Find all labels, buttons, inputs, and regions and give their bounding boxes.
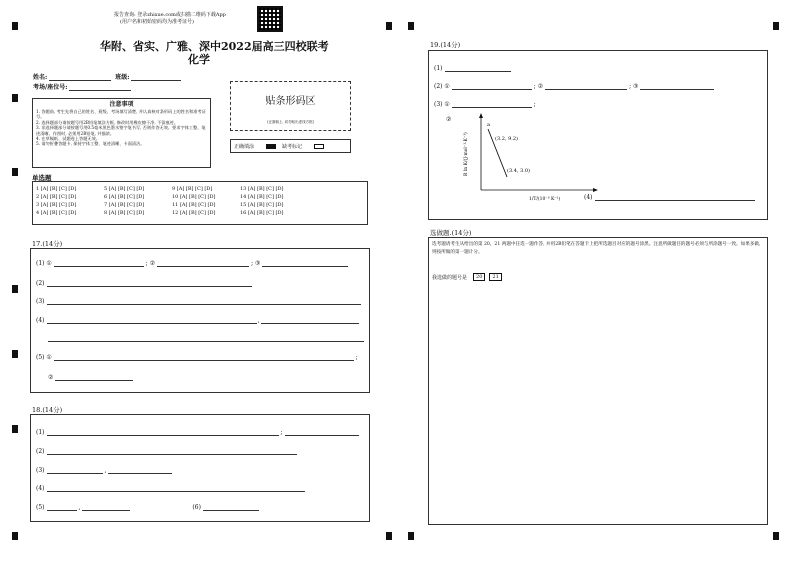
position-mark xyxy=(408,22,414,30)
mc-question[interactable]: 5 [A] [B] [C] [D] xyxy=(104,186,145,192)
q17-4-field-a[interactable] xyxy=(47,315,257,324)
q17-4-label: (4) xyxy=(36,317,45,324)
q17-3-label: (3) xyxy=(36,298,45,305)
q17-1-1-label: (1) ① xyxy=(36,260,52,267)
q19-row-3 xyxy=(434,99,538,108)
mc-question[interactable]: 3 [A] [B] [C] [D] xyxy=(36,202,77,208)
mc-section-title: 单选题 xyxy=(32,174,52,182)
mc-question[interactable]: 9 [A] [B] [C] [D] xyxy=(172,186,213,192)
absent-mark-label: 缺考标记 xyxy=(282,143,303,150)
q19-row-4 xyxy=(584,192,755,201)
q19-2-2-label: ; ② xyxy=(533,83,544,90)
elective-option-20[interactable]: 20 xyxy=(473,273,485,281)
q17-5-2-field[interactable] xyxy=(55,372,133,381)
q17-row-4 xyxy=(36,315,359,324)
mc-question[interactable]: 4 [A] [B] [C] [D] xyxy=(36,210,77,216)
q18-5-label: (5) xyxy=(36,504,45,511)
mc-question[interactable]: 2 [A] [B] [C] [D] xyxy=(36,194,77,200)
position-mark xyxy=(386,22,392,30)
barcode-note: (正面朝上, 切勿贴出虚线方框) xyxy=(267,120,314,124)
q17-row-5 xyxy=(36,352,360,361)
q17-2-label: (2) xyxy=(36,280,45,287)
q17-1-3-field[interactable] xyxy=(262,258,348,267)
q17-4-field-c[interactable] xyxy=(48,333,364,342)
position-mark xyxy=(12,425,18,433)
page-title: 华附、省实、广雅、深中2022届高三四校联考 xyxy=(100,40,329,53)
q17-row-3 xyxy=(36,296,361,305)
q18-title: 18.(14分) xyxy=(32,406,63,414)
position-mark xyxy=(773,22,779,30)
correct-fill-swatch xyxy=(266,144,276,149)
notice-box xyxy=(32,98,211,168)
graph-point-1-label: (3.2, 9.2) xyxy=(495,136,518,142)
mc-question[interactable]: 1 [A] [B] [C] [D] xyxy=(36,186,77,192)
qr-code-icon xyxy=(257,6,283,32)
position-mark xyxy=(12,285,18,293)
position-mark xyxy=(12,94,18,102)
notice-item: 1. 答题前, 考生先将自己的姓名、班级、考场填写清楚, 并认真核对条形码上的姓名和准考证号。 xyxy=(36,109,206,120)
q17-title: 17.(14分) xyxy=(32,240,63,248)
q17-3-field[interactable] xyxy=(47,296,361,305)
notice-item: 3. 非选择题部分请按题号用0.5毫米黑色墨水签字笔书写, 否则作答无效。要求字体工整、笔迹清晰。作图时, 必须用2B铅笔, 并描浓。 xyxy=(36,125,206,136)
q18-6-field[interactable] xyxy=(203,502,259,511)
mc-question[interactable]: 10 [A] [B] [C] [D] xyxy=(172,194,216,200)
notice-item: 5. 请勿折叠答题卡, 保持字体工整、笔迹清晰、卡面清洁。 xyxy=(36,141,145,147)
q18-2-field[interactable] xyxy=(47,446,297,455)
q18-3-label: (3) xyxy=(36,467,45,474)
q19-graph xyxy=(455,112,605,207)
q19-2-1-label: (2) ① xyxy=(434,83,450,90)
elective-choice-label: 我选做的题号是 xyxy=(432,274,468,281)
q19-1-label: (1) xyxy=(434,65,443,72)
q18-row-2 xyxy=(36,446,297,455)
download-subnote: (用户名和初始密码均为准考证号) xyxy=(120,19,194,25)
q17-5-1-end: ; xyxy=(355,354,358,361)
q17-5-2-label: ② xyxy=(48,374,54,381)
download-note: 报告查询: 登录zhixue.com或扫描二维码下载App xyxy=(114,12,226,18)
q19-2-2-field[interactable] xyxy=(545,81,627,90)
mc-question[interactable]: 16 [A] [B] [C] [D] xyxy=(240,210,284,216)
notice-item: 2. 选择题部分请按题号用2B铅笔填涂方框, 修改时用橡皮擦干净, 不留痕迹。 xyxy=(36,119,179,125)
q18-1-field-a[interactable] xyxy=(47,427,279,436)
class-field[interactable] xyxy=(131,72,181,81)
q18-1-field-b[interactable] xyxy=(285,427,359,436)
graph-x-label: 1/T/(10⁻³ K⁻¹) xyxy=(529,197,561,202)
q18-5-field-b[interactable] xyxy=(82,502,130,511)
name-row xyxy=(33,72,181,81)
q19-3-1-end: ; xyxy=(533,101,536,108)
q18-row-3 xyxy=(36,465,172,474)
position-mark xyxy=(12,168,18,176)
position-mark xyxy=(12,22,18,30)
q19-2-3-field[interactable] xyxy=(640,81,714,90)
elective-option-21[interactable]: 21 xyxy=(489,273,501,281)
q17-row-2 xyxy=(36,278,252,287)
q19-title: 19.(14分) xyxy=(430,41,461,49)
q17-1-2-label: ; ② xyxy=(145,260,156,267)
q17-4-field-b[interactable] xyxy=(261,315,359,324)
name-field[interactable] xyxy=(49,72,111,81)
notice-title: 注意事项 xyxy=(109,101,134,108)
q19-row-2 xyxy=(434,81,714,90)
q19-3-1-label: (3) ① xyxy=(434,101,450,108)
exam-seat-field[interactable] xyxy=(69,82,131,91)
q17-row-5b xyxy=(48,372,133,381)
q19-row-1 xyxy=(434,63,511,72)
mc-question[interactable]: 6 [A] [B] [C] [D] xyxy=(104,194,145,200)
q17-2-field[interactable] xyxy=(47,278,252,287)
correct-fill-label: 正确填涂 xyxy=(234,143,255,150)
q18-4-label: (4) xyxy=(36,485,45,492)
q18-2-label: (2) xyxy=(36,448,45,455)
barcode-area xyxy=(230,81,351,131)
q17-4-sep: , xyxy=(257,317,260,324)
q17-1-1-field[interactable] xyxy=(54,258,144,267)
absent-mark-checkbox[interactable] xyxy=(314,144,324,149)
position-mark xyxy=(12,350,18,358)
mc-question[interactable]: 13 [A] [B] [C] [D] xyxy=(240,186,284,192)
q18-row-1 xyxy=(36,427,359,436)
elective-title: 选做题.(14分) xyxy=(430,229,472,237)
class-label: 班级: xyxy=(115,74,130,81)
exam-seat-label: 考场/座位号: xyxy=(33,84,68,91)
notice-item: 4. 在草稿纸、试题卷上答题无效。 xyxy=(36,136,100,142)
q18-5-field-a[interactable] xyxy=(47,502,77,511)
q18-1-label: (1) xyxy=(36,429,45,436)
elective-instruction: 选考题请考生从给出的第 20、21 两题中任选一题作答, 并用2B铅笔在答题卡上把所选题目对应的题号涂黑。注意所做题目的题号必须与所涂题号一致。如果多做, 则按所做的第一题计分。 xyxy=(432,242,761,255)
q17-1-2-field[interactable] xyxy=(157,258,249,267)
position-mark xyxy=(386,532,392,540)
mc-question[interactable]: 11 [A] [B] [C] [D] xyxy=(172,202,216,208)
q18-row-4 xyxy=(36,483,305,492)
q19-4-label: (4) xyxy=(584,194,593,201)
elective-choice-row xyxy=(432,273,502,281)
q19-4-field[interactable] xyxy=(595,192,755,201)
graph-point-a-label: a xyxy=(487,122,490,128)
mc-grid xyxy=(36,186,308,216)
graph-y-arrow xyxy=(479,113,483,118)
q19-1-field[interactable] xyxy=(445,63,511,72)
graph-point-2-label: (3.4, 3.0) xyxy=(507,168,530,174)
q18-6-label: (6) xyxy=(192,504,201,511)
position-mark xyxy=(773,532,779,540)
name-label: 姓名: xyxy=(33,74,48,81)
mc-question[interactable]: 12 [A] [B] [C] [D] xyxy=(172,210,216,216)
q18-4-field[interactable] xyxy=(47,483,305,492)
q17-5-1-label: (5) ① xyxy=(36,354,52,361)
q18-row-5 xyxy=(36,502,259,511)
q18-3-field-b[interactable] xyxy=(108,465,172,474)
q19-2-1-field[interactable] xyxy=(452,81,532,90)
position-mark xyxy=(12,532,18,540)
graph-y-label: R ln K/(J·mol⁻¹·K⁻¹) xyxy=(464,132,469,176)
subject-title: 化学 xyxy=(188,53,210,66)
q17-row-1 xyxy=(36,258,348,267)
q19-3-2-label: ② xyxy=(446,116,452,123)
q19-row-3b xyxy=(446,116,453,123)
mc-question[interactable]: 8 [A] [B] [C] [D] xyxy=(104,210,145,216)
q18-5-sep: , xyxy=(78,504,81,511)
q19-3-1-field[interactable] xyxy=(452,99,532,108)
q18-1-sep: ; xyxy=(280,429,283,436)
q17-1-3-label: ; ③ xyxy=(251,260,261,267)
exam-row xyxy=(33,82,131,91)
q17-row-4b xyxy=(48,333,364,342)
mc-question[interactable]: 15 [A] [B] [C] [D] xyxy=(240,202,284,208)
barcode-title: 贴条形码区 xyxy=(265,96,316,107)
q17-5-1-field[interactable] xyxy=(54,352,354,361)
q18-3-sep: , xyxy=(104,467,107,474)
fill-example-box xyxy=(230,139,351,153)
position-mark xyxy=(408,532,414,540)
mc-question[interactable]: 14 [A] [B] [C] [D] xyxy=(240,194,284,200)
mc-question[interactable]: 7 [A] [B] [C] [D] xyxy=(104,202,145,208)
q19-2-3-label: ; ③ xyxy=(629,83,639,90)
q18-3-field-a[interactable] xyxy=(47,465,103,474)
